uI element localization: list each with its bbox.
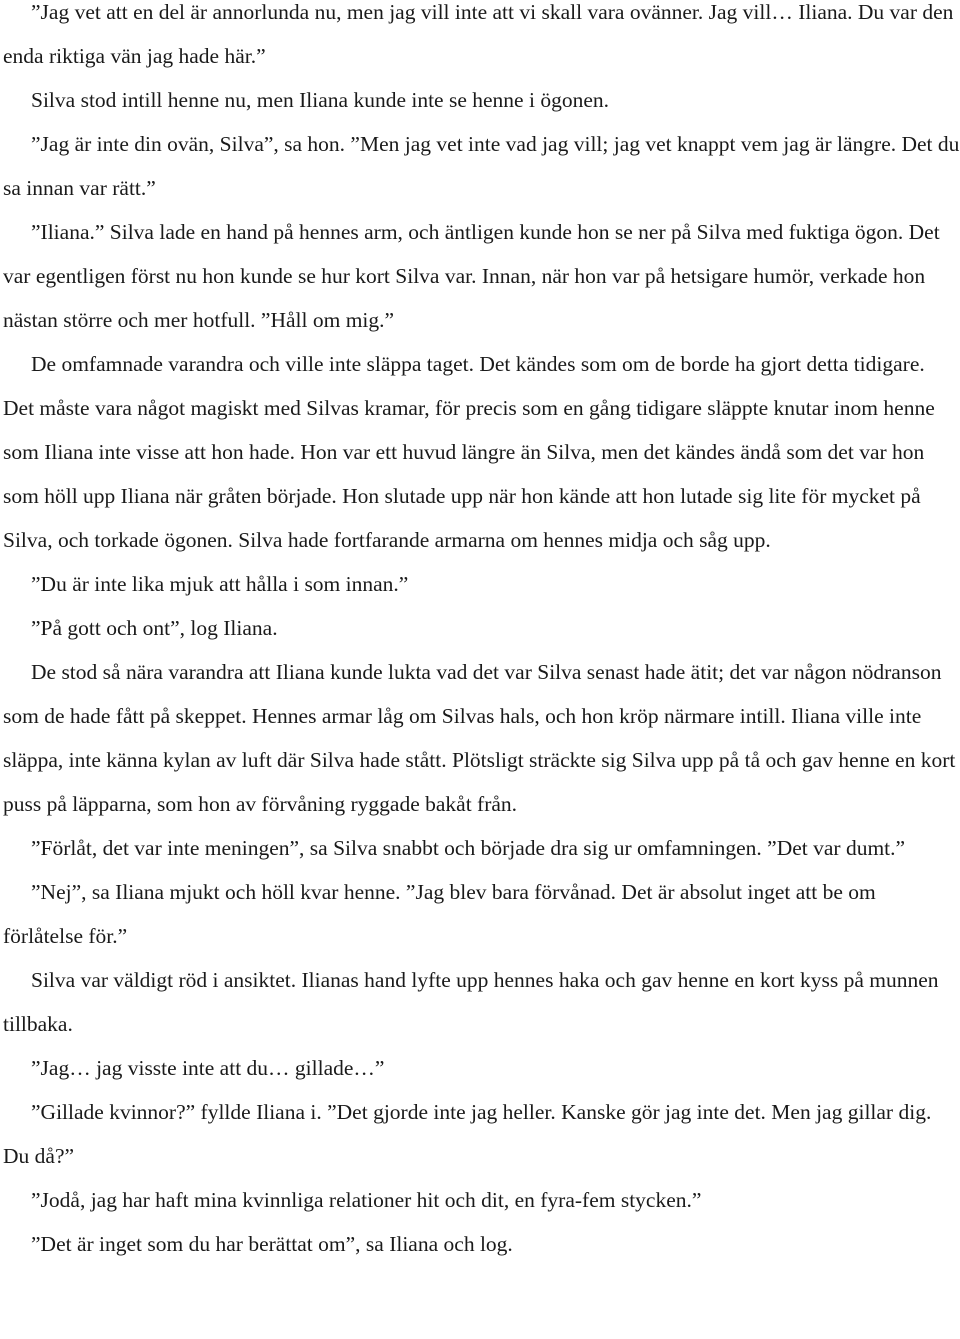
paragraph: ”Jag vet att en del är annorlunda nu, men jag vill inte att vi skall vara ovänner. Jag vill… Iliana. Du var den enda riktiga vän jag hade här.” xyxy=(3,0,954,68)
paragraph: ”På gott och ont”, log Iliana. xyxy=(31,616,278,640)
story-text xyxy=(3,0,960,1266)
paragraph: Silva stod intill henne nu, men Iliana kunde inte se henne i ögonen. xyxy=(31,88,609,112)
paragraph: De omfamnade varandra och ville inte släppa taget. Det kändes som om de borde ha gjort detta tidigare. Det måste vara något magiskt med Silvas kramar, för precis som en gång tidigare släppte knutar inom henne som Iliana inte visse att hon hade. Hon var ett huvud längre än Silva, men det kändes ändå som det var hon som höll upp Iliana när gråten började. Hon slutade upp när hon kände att hon lutade sig lite för mycket på Silva, och torkade ögonen. Silva hade fortfarande armarna om hennes midja och såg upp. xyxy=(3,352,935,552)
paragraph: ”Jag är inte din ovän, Silva”, sa hon. ”Men jag vet inte vad jag vill; jag vet knappt vem jag är längre. Det du sa innan var rätt.” xyxy=(3,132,960,200)
paragraph: ”Du är inte lika mjuk att hålla i som innan.” xyxy=(31,572,409,596)
paragraph: ”Förlåt, det var inte meningen”, sa Silva snabbt och började dra sig ur omfamningen. ”Det var dumt.” xyxy=(31,836,906,860)
paragraph: Silva var väldigt röd i ansiktet. Ilianas hand lyfte upp hennes haka och gav henne en kort kyss på munnen tillbaka. xyxy=(3,968,939,1036)
paragraph: ”Jag… jag visste inte att du… gillade…” xyxy=(31,1056,385,1080)
paragraph: ”Gillade kvinnor?” fyllde Iliana i. ”Det gjorde inte jag heller. Kanske gör jag inte det. Men jag gillar dig. Du då?” xyxy=(3,1100,932,1168)
paragraph: De stod så nära varandra att Iliana kunde lukta vad det var Silva senast hade ätit; det var någon nödranson som de hade fått på skeppet. Hennes armar låg om Silvas hals, och hon kröp närmare intill. Iliana ville inte släppa, inte känna kylan av luft där Silva hade stått. Plötsligt sträckte sig Silva upp på tå och gav henne en kort puss på läpparna, som hon av förvåning ryggade bakåt från. xyxy=(3,660,956,816)
paragraph: ”Det är inget som du har berättat om”, sa Iliana och log. xyxy=(31,1232,513,1256)
paragraph: ”Jodå, jag har haft mina kvinnliga relationer hit och dit, en fyra-fem stycken.” xyxy=(31,1188,702,1212)
paragraph: ”Nej”, sa Iliana mjukt och höll kvar henne. ”Jag blev bara förvånad. Det är absolut inget att be om förlåtelse för.” xyxy=(3,880,876,948)
paragraph: ”Iliana.” Silva lade en hand på hennes arm, och äntligen kunde hon se ner på Silva med fuktiga ögon. Det var egentligen först nu hon kunde se hur kort Silva var. Innan, när hon var på hetsigare humör, verkade hon nästan större och mer hotfull. ”Håll om mig.” xyxy=(3,220,940,332)
